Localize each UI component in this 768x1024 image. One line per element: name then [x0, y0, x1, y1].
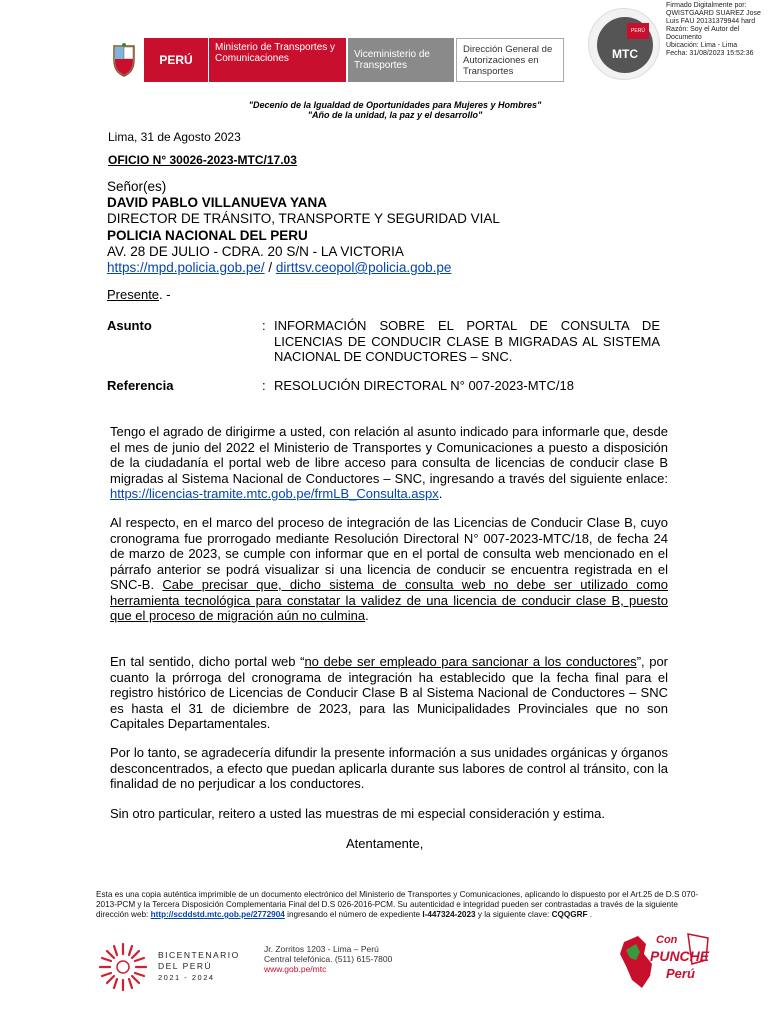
footer-address: [264, 944, 392, 974]
note-mid2: y la siguiente clave:: [475, 910, 552, 919]
authenticity-note: [96, 890, 706, 920]
recipient-name: DAVID PABLO VILLANUEVA YANA: [107, 195, 328, 211]
paragraph-3-rest: ”, por cuanto la prórroga del cronograma de integración ha establecido que la fecha final para el registro histórico de Licencias de Conducir Clase B al Sistema Nacional de Conductores – SNC es hasta el 31 de diciembre de 2023, para las Municipalidades Provinciales que no son Capitales Departamentales.: [110, 654, 668, 731]
punche-con: Con: [656, 934, 678, 946]
punche-peru: Perú: [666, 966, 695, 981]
recipient-title: DIRECTOR DE TRÁNSITO, TRANSPORTE Y SEGURIDAD VIAL: [107, 211, 500, 227]
bicentenario-logo: [94, 940, 254, 994]
paragraph-1-text: Tengo el agrado de dirigirme a usted, con relación al asunto indicado para informarle que, desde el mes de junio del 2022 el Ministerio de Transportes y Comunicaciones a puesto a disposición de la ciudadanía el portal web de libre acceso para consulta de licencias de conducir clase B migradas al Sistema Nacional de Conductores – SNC, ingresando a través del siguiente enlace:: [110, 424, 668, 486]
recipient-links: [107, 260, 667, 276]
note-text: Esta es una copia auténtica imprimible de un documento electrónico del Ministerio de Transportes y Comunicaciones, aplicando lo dispuesto por el Art.25 de D.S 070-2013-PCM y la Tercera Disposición Complementaria Final del D.S 026-2016-PCM. Su autenticidad e integridad pueden ser contrastadas a través de la siguiente dirección web:: [96, 890, 699, 919]
address-line-1: Jr. Zorritos 1203 - Lima – Perú: [264, 944, 379, 954]
address-line-2: Central telefónica. (511) 615-7800: [264, 954, 393, 964]
verification-key: CQQGRF: [551, 910, 588, 919]
reference-colon: :: [262, 378, 266, 393]
paragraph-3-underlined: no debe ser empleado para sancionar a los conductores: [304, 654, 637, 669]
subject-text: INFORMACIÓN SOBRE EL PORTAL DE CONSULTA DE LICENCIAS DE CONDUCIR CLASE B MIGRADAS AL SISTEMA NACIONAL DE CONDUCTORES – SNC.: [274, 318, 660, 364]
coat-of-arms-icon: [104, 38, 144, 82]
subject-label: Asunto: [107, 318, 152, 333]
paragraph-2: [110, 515, 668, 624]
license-consultation-link[interactable]: https://licencias-tramite.mtc.gob.pe/frmLB_Consulta.aspx: [110, 486, 439, 501]
paragraph-1: [110, 424, 668, 502]
verification-link[interactable]: http://scddstd.mtc.gob.pe/2772904: [150, 910, 285, 919]
paragraph-2-end: .: [365, 608, 369, 623]
note-end: .: [587, 910, 593, 919]
closing: Atentamente,: [346, 836, 424, 851]
reference-text: RESOLUCIÓN DIRECTORAL N° 007-2023-MTC/18: [274, 378, 574, 393]
police-website-link[interactable]: https://mpd.policia.gob.pe/: [107, 260, 265, 276]
mtc-flag-label: PERÚ: [627, 23, 649, 39]
link-separator: /: [264, 260, 276, 276]
paragraph-1-end: .: [438, 486, 443, 501]
official-mottos: [160, 100, 630, 120]
signature-line: QWISTGAARD SUAREZ Jose: [666, 10, 761, 17]
presente-line: [107, 287, 171, 303]
footer-website[interactable]: www.gob.pe/mtc: [264, 964, 327, 974]
paragraph-3-start: En tal sentido, dicho portal web “: [110, 654, 305, 669]
bicentenario-line-3: 2021 - 2024: [158, 973, 215, 982]
paragraph-2-text: Al respecto, en el marco del proceso de integración de las Licencias de Conducir Clase B, cuyo cronograma fue prorrogado mediante Resolución Directoral N° 007-2023-MTC/18, de fecha 24 de marzo de 2023, se cumple con informar que en el portal de consulta web mencionado en el párrafo anterior se podrá visualizar si una licencia de conducir se encuentra registrada en el SNC-B.: [110, 515, 668, 592]
signature-line: Ubicación: Lima - Lima: [666, 42, 738, 49]
mtc-seal-logo: [588, 8, 660, 80]
signature-line: Fecha: 31/08/2023 15:52:36: [666, 50, 754, 57]
header-logo-band: [104, 38, 564, 82]
paragraph-3: [110, 654, 668, 732]
bicentenario-line-1: BICENTENARIO: [158, 950, 240, 960]
bicentenario-line-2: DEL PERÚ: [158, 961, 213, 971]
recipient-block: [107, 179, 667, 276]
subject-colon: :: [262, 318, 266, 333]
recipient-org: POLICIA NACIONAL DEL PERU: [107, 227, 308, 243]
signature-line: Luis FAU 20131379944 hard: [666, 18, 756, 25]
signature-line: Razón: Soy el Autor del: [666, 26, 740, 33]
con-punche-peru-logo: [616, 930, 716, 992]
peru-label: PERÚ: [144, 38, 208, 82]
motto-line-1: "Decenio de la Igualdad de Oportunidades para Mujeres y Hombres": [248, 100, 542, 110]
presente-suffix: . -: [159, 287, 171, 302]
bicentenario-emblem-icon: [94, 940, 152, 994]
ministry-label: Ministerio de Transportes y Comunicaciones: [208, 38, 346, 82]
letter-date: Lima, 31 de Agosto 2023: [108, 130, 241, 144]
recipient-address: AV. 28 DE JULIO - CDRA. 20 S/N - LA VICTORIA: [107, 243, 404, 259]
punche-word: PUNCHE: [650, 948, 710, 964]
reference-label: Referencia: [107, 378, 174, 393]
expediente-number: I-447324-2023: [422, 910, 476, 919]
office-number: OFICIO N° 30026-2023-MTC/17.03: [108, 153, 297, 167]
digital-signature-block: [666, 2, 768, 58]
vice-ministry-label: Viceministerio de Transportes: [348, 38, 454, 82]
signature-line: Documento: [666, 34, 702, 41]
salutation: Señor(es): [107, 179, 167, 194]
paragraph-5: Sin otro particular, reitero a usted las muestras de mi especial consideración y estima.: [110, 806, 605, 821]
paragraph-4: Por lo tanto, se agradecería difundir la presente información a sus unidades orgánicas y órganos desconcentrados, a efecto que puedan aplicarla durante sus labores de control al tránsito, con la finalidad de no perjudicar a los conductores.: [110, 745, 668, 791]
signature-line: Firmado Digitalmente por:: [666, 2, 747, 9]
mtc-logo-text: MTC: [612, 47, 638, 61]
motto-line-2: "Año de la unidad, la paz y el desarrollo": [307, 110, 483, 120]
note-mid: ingresando el número de expediente: [284, 910, 423, 919]
police-email-link[interactable]: dirttsv.ceopol@policia.gob.pe: [275, 260, 452, 276]
paragraph-2-underlined: Cabe precisar que, dicho sistema de consulta web no debe ser utilizado como herramienta tecnológica para constatar la validez de una licencia de conducir clase B, puesto que el proceso de migración aún no culmina: [110, 577, 669, 623]
direction-label: Dirección General de Autorizaciones en Transportes: [456, 38, 564, 82]
presente-label: Presente: [107, 287, 160, 302]
